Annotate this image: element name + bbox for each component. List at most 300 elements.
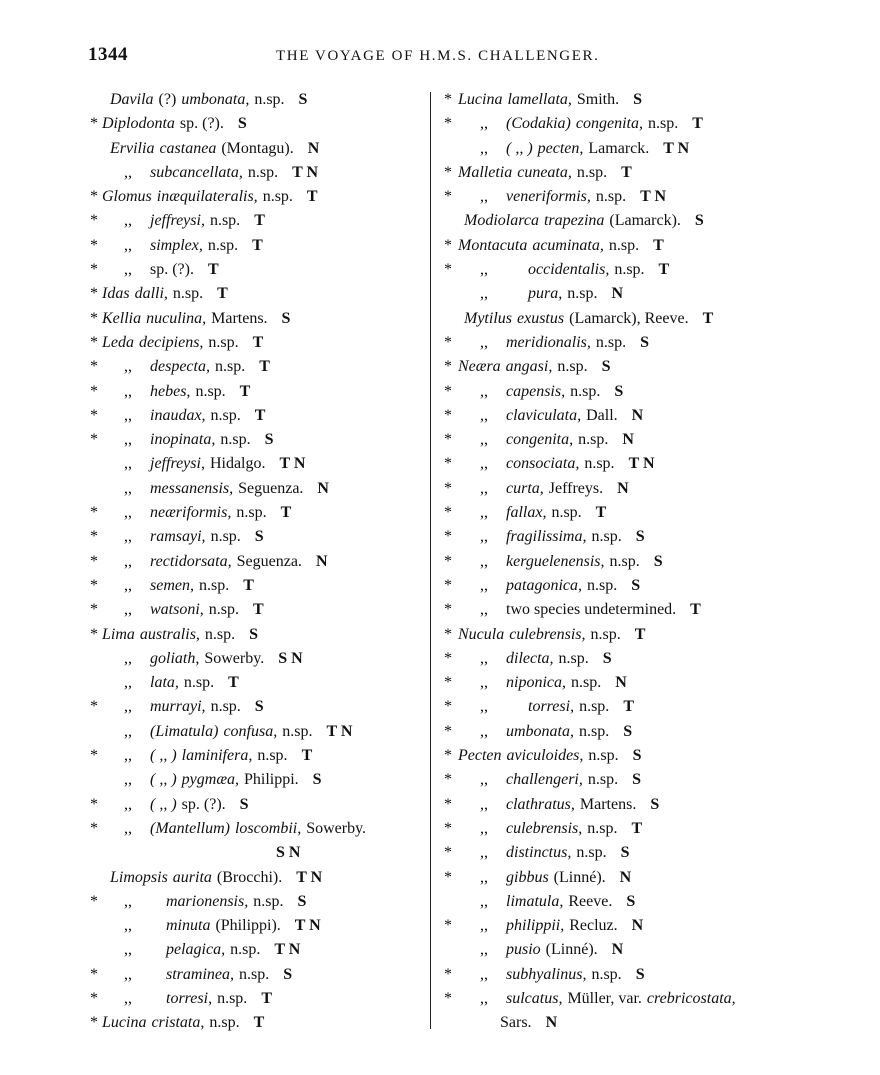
ditto-mark: ,, xyxy=(124,358,132,376)
station-code: S xyxy=(614,382,624,400)
ditto-mark: ,, xyxy=(480,771,488,789)
new-species-marker: * xyxy=(444,601,452,619)
genus-name: Glomus xyxy=(102,188,152,206)
authority: n.sp. xyxy=(588,747,619,765)
list-item xyxy=(90,695,428,719)
entry-text xyxy=(480,404,643,428)
authority: n.sp. xyxy=(210,528,241,546)
authority: n.sp. xyxy=(195,382,226,400)
species-name: cuneata, xyxy=(517,163,572,181)
station-code: T xyxy=(253,601,264,619)
entry-text xyxy=(480,768,641,792)
subgenus: (Mantellum) xyxy=(150,819,230,837)
authority: sp. (?). xyxy=(179,115,224,133)
new-species-marker: * xyxy=(444,479,452,497)
new-species-marker: * xyxy=(90,989,98,1007)
entry-text xyxy=(124,671,239,695)
station-code: S xyxy=(633,91,643,108)
list-item xyxy=(444,112,804,136)
authority: Martens. xyxy=(211,309,268,327)
species-name: limatula, xyxy=(506,892,564,910)
authority: n.sp. xyxy=(247,163,279,181)
ditto-mark: ,, xyxy=(124,989,132,1007)
genus-name: Lima xyxy=(102,625,135,643)
ditto-mark: ,, xyxy=(124,747,132,765)
entry-text xyxy=(500,1011,557,1035)
ditto-mark: ,, xyxy=(480,139,488,157)
station-code: N xyxy=(611,285,624,303)
ditto-mark: ,, xyxy=(124,698,132,716)
entry-text xyxy=(102,307,290,331)
entry-text xyxy=(458,744,642,768)
species-name: pusio xyxy=(506,941,541,959)
ditto-mark: ,, xyxy=(124,795,132,813)
new-species-marker: * xyxy=(444,382,452,400)
station-code: T xyxy=(692,115,703,133)
genus-name: Modiolarca xyxy=(464,212,539,230)
entry-text xyxy=(124,550,328,574)
entry-text xyxy=(124,428,273,452)
species-name: loscombii, xyxy=(234,819,302,837)
new-species-marker: * xyxy=(90,601,98,619)
authority: n.sp. xyxy=(608,236,640,254)
station-code: S xyxy=(601,358,611,376)
entry-text xyxy=(124,209,265,233)
list-item xyxy=(444,355,804,379)
species-name: messanensis, xyxy=(150,479,234,497)
station-code: T xyxy=(306,188,318,206)
ditto-mark: ,, xyxy=(124,528,132,546)
station-code: S xyxy=(237,115,247,133)
list-item xyxy=(90,768,428,792)
list-item xyxy=(444,234,804,258)
ditto-mark: ,, xyxy=(124,601,132,619)
list-item xyxy=(444,282,804,306)
entry-text xyxy=(480,550,663,574)
station-code: T N xyxy=(296,868,323,886)
genus-name: Idas xyxy=(102,285,130,303)
authority: n.sp. xyxy=(220,431,251,449)
species-name: claviculata, xyxy=(506,406,582,424)
entry-text xyxy=(124,793,249,817)
new-species-marker: * xyxy=(90,965,98,983)
species-name: fallax, xyxy=(506,504,547,522)
ditto-mark: ,, xyxy=(124,455,132,473)
list-item xyxy=(444,209,804,233)
new-species-marker: * xyxy=(444,406,452,424)
entry-text xyxy=(480,137,689,161)
authority: n.sp. xyxy=(578,431,609,449)
authority: n.sp. xyxy=(595,333,627,351)
new-species-marker: * xyxy=(444,188,452,206)
list-item xyxy=(90,525,428,549)
list-item xyxy=(444,525,804,549)
list-item xyxy=(444,623,804,647)
authority: n.sp. xyxy=(214,358,246,376)
new-species-marker: * xyxy=(444,965,452,983)
authority: n.sp. xyxy=(239,965,270,983)
species-name: lata, xyxy=(150,674,179,692)
station-code: S N xyxy=(276,844,301,862)
ditto-mark: ,, xyxy=(124,504,132,522)
authority: n.sp. xyxy=(210,406,241,424)
entry-text xyxy=(480,963,645,987)
list-item xyxy=(444,477,804,501)
ditto-mark: ,, xyxy=(124,212,132,230)
station-code: T xyxy=(252,236,263,254)
species-name: umbonata, xyxy=(506,722,574,740)
list-item xyxy=(444,550,804,574)
list-item xyxy=(444,331,804,355)
species-name: marionensis, xyxy=(166,892,249,910)
ditto-mark: ,, xyxy=(124,406,132,424)
species-name: simplex, xyxy=(150,236,203,254)
ditto-mark: ,, xyxy=(480,504,488,522)
ditto-mark: ,, xyxy=(124,382,132,400)
ditto-mark: ,, xyxy=(480,868,488,886)
new-species-marker: * xyxy=(90,236,98,254)
species-name: distinctus, xyxy=(506,844,572,862)
authority: n.sp. xyxy=(262,188,293,206)
species-name: clathratus, xyxy=(506,795,575,813)
authority: n.sp. xyxy=(210,698,241,716)
ditto-mark: ,, xyxy=(480,819,488,837)
species-name: patagonica, xyxy=(506,576,582,594)
entry-text xyxy=(124,744,312,768)
list-item xyxy=(444,744,804,768)
ditto-mark: ,, xyxy=(480,406,488,424)
list-item xyxy=(90,598,428,622)
genus-name: Mytilus xyxy=(464,309,512,327)
genus-name: Pecten xyxy=(458,747,502,765)
authority: n.sp. xyxy=(282,722,313,740)
list-item xyxy=(90,744,428,768)
ditto-mark: ,, xyxy=(124,261,132,279)
station-code: S xyxy=(297,892,307,910)
authority: n.sp. xyxy=(587,771,619,789)
station-code: T xyxy=(254,212,265,230)
species-name: sulcatus, xyxy=(506,989,563,1007)
new-species-marker: * xyxy=(90,892,98,910)
species-name: occidentalis, xyxy=(528,261,610,279)
new-species-marker: * xyxy=(90,115,98,133)
authority: Seguenza. xyxy=(236,552,302,570)
list-item xyxy=(90,209,428,233)
species-name: decipiens, xyxy=(139,333,204,351)
authority: Jeffreys. xyxy=(548,479,604,497)
new-species-marker: * xyxy=(90,285,98,303)
species-name: challengeri, xyxy=(506,771,583,789)
authority: n.sp. xyxy=(579,722,610,740)
authority: n.sp. xyxy=(576,844,607,862)
station-code: T xyxy=(259,358,270,376)
authority: n.sp. xyxy=(217,989,248,1007)
new-species-marker: * xyxy=(444,91,452,108)
species-name: cristata, xyxy=(151,1014,205,1032)
species-name: aurita xyxy=(172,868,212,886)
list-item xyxy=(444,137,804,161)
genus-name: Neæra xyxy=(458,358,501,376)
list-item xyxy=(90,671,428,695)
entry-text xyxy=(124,987,272,1011)
authority: n.sp. xyxy=(570,382,601,400)
list-item xyxy=(90,866,428,890)
ditto-mark: ,, xyxy=(480,528,488,546)
genus-name: Diplodonta xyxy=(102,115,175,133)
authority: n.sp. xyxy=(576,163,608,181)
column-divider xyxy=(430,92,431,1029)
entry-text xyxy=(102,112,247,136)
authority: n.sp. xyxy=(257,747,288,765)
list-item xyxy=(444,647,804,671)
authority: n.sp. xyxy=(595,188,627,206)
authority: n.sp. xyxy=(198,576,230,594)
species-name: australis, xyxy=(139,625,200,643)
authority: Müller, var. xyxy=(567,989,642,1007)
species-name: pelagica, xyxy=(166,941,226,959)
new-species-marker: * xyxy=(444,649,452,667)
list-item xyxy=(90,623,428,647)
authority: n.sp. xyxy=(236,504,267,522)
ditto-mark: ,, xyxy=(480,844,488,862)
station-code: T N xyxy=(294,917,321,935)
new-species-marker: * xyxy=(444,504,452,522)
station-code: T xyxy=(217,285,228,303)
list-item xyxy=(444,185,804,209)
station-code: S xyxy=(602,649,612,667)
ditto-mark: ,, xyxy=(124,236,132,254)
authority: Dall. xyxy=(586,406,618,424)
ditto-mark: ,, xyxy=(480,795,488,813)
entry-text xyxy=(124,841,300,865)
station-code: S xyxy=(635,528,645,546)
authority: (Linné). xyxy=(545,941,598,959)
authority: n.sp. xyxy=(209,212,241,230)
authority: n.sp. xyxy=(204,625,236,643)
new-species-marker: * xyxy=(444,868,452,886)
authority: n.sp. xyxy=(579,698,610,716)
variety-name: crebricostata, xyxy=(646,989,736,1007)
authority: Recluz. xyxy=(569,917,618,935)
station-code: N xyxy=(622,431,634,449)
station-code: S xyxy=(632,771,642,789)
new-species-marker: * xyxy=(444,698,452,716)
new-species-marker: * xyxy=(90,261,98,279)
authority: n.sp. xyxy=(647,115,679,133)
entry-text xyxy=(124,938,300,962)
authority: n.sp. xyxy=(591,528,622,546)
species-name: inopinata, xyxy=(150,431,216,449)
new-species-marker: * xyxy=(90,1014,98,1032)
entry-text xyxy=(480,890,635,914)
species-name: inaudax, xyxy=(150,406,206,424)
new-species-marker: * xyxy=(90,333,98,351)
list-item xyxy=(90,137,428,161)
list-item xyxy=(444,963,804,987)
new-species-marker: * xyxy=(444,844,452,862)
list-item xyxy=(444,841,804,865)
station-code: T xyxy=(631,819,643,837)
list-item xyxy=(90,890,428,914)
list-item xyxy=(444,866,804,890)
left-column xyxy=(90,88,428,1036)
authority: (Montagu). xyxy=(221,139,294,157)
species-name: rectidorsata, xyxy=(150,552,232,570)
entry-text xyxy=(480,647,612,671)
entry-text xyxy=(124,914,321,938)
species-name: curta, xyxy=(506,479,544,497)
new-species-marker: * xyxy=(444,261,452,279)
qualifier: (?) xyxy=(158,91,177,108)
list-item xyxy=(90,720,428,744)
entry-text xyxy=(480,841,629,865)
species-name: consociata, xyxy=(506,455,580,473)
subgenus: ( ,, ) xyxy=(506,139,533,157)
authority: Lamarck. xyxy=(588,139,650,157)
ditto-mark: ,, xyxy=(480,382,488,400)
station-code: S N xyxy=(278,649,303,667)
ditto-mark: ,, xyxy=(124,674,132,692)
entry-text xyxy=(124,963,292,987)
station-code: T N xyxy=(279,455,306,473)
genus-name: Montacuta xyxy=(458,236,528,254)
ditto-mark: ,, xyxy=(480,965,488,983)
ditto-mark: ,, xyxy=(480,431,488,449)
station-code: S xyxy=(620,844,630,862)
entry-text xyxy=(124,452,305,476)
running-title: THE VOYAGE OF H.M.S. CHALLENGER. xyxy=(276,48,600,64)
subgenus: ( ,, ) xyxy=(150,771,177,789)
station-code: T xyxy=(207,261,219,279)
list-item xyxy=(90,331,428,355)
authority: Reeve. xyxy=(568,892,613,910)
species-name: castanea xyxy=(159,139,217,157)
authority: n.sp. xyxy=(254,91,285,108)
list-item xyxy=(444,598,804,622)
species-name: torresi, xyxy=(528,698,575,716)
ditto-mark: ,, xyxy=(480,115,488,133)
entry-text xyxy=(480,695,634,719)
new-species-marker: * xyxy=(90,188,98,206)
genus-name: Lucina xyxy=(102,1014,147,1032)
species-name: fragilissima, xyxy=(506,528,587,546)
station-code: T xyxy=(280,504,292,522)
subgenus: ( ,, ) xyxy=(150,795,177,813)
station-code: S xyxy=(631,576,641,594)
station-code: S xyxy=(254,698,264,716)
authority: n.sp. xyxy=(591,965,622,983)
station-code: S xyxy=(254,528,264,546)
list-item xyxy=(444,1011,804,1035)
station-code: T N xyxy=(274,941,301,959)
ditto-mark: ,, xyxy=(124,771,132,789)
station-code: N xyxy=(617,479,629,497)
entry-text xyxy=(480,914,643,938)
entry-text xyxy=(124,477,329,501)
ditto-mark: ,, xyxy=(124,722,132,740)
list-item xyxy=(90,938,428,962)
new-species-marker: * xyxy=(444,747,452,765)
species-name: gibbus xyxy=(506,868,549,886)
species-name: lamellata, xyxy=(507,91,572,108)
authority: n.sp. xyxy=(587,819,618,837)
station-code: N xyxy=(317,479,329,497)
ditto-mark: ,, xyxy=(480,261,488,279)
station-code: T xyxy=(621,163,632,181)
entry-text xyxy=(458,88,642,112)
list-item xyxy=(90,963,428,987)
entry-text xyxy=(480,501,606,525)
new-species-marker: * xyxy=(444,576,452,594)
subgenus: (Codakia) xyxy=(506,115,571,133)
station-code: S xyxy=(283,965,293,983)
entry-text xyxy=(124,695,264,719)
new-species-marker: * xyxy=(90,819,98,837)
entry-text xyxy=(480,525,645,549)
ditto-mark: ,, xyxy=(124,552,132,570)
new-species-marker: * xyxy=(444,819,452,837)
new-species-marker: * xyxy=(444,236,452,254)
species-name: despecta, xyxy=(150,358,210,376)
genus-name: Leda xyxy=(102,333,134,351)
list-item xyxy=(90,477,428,501)
station-code: T N xyxy=(640,188,667,206)
genus-name: Kellia xyxy=(102,309,142,327)
list-item xyxy=(444,938,804,962)
station-code: N xyxy=(315,552,328,570)
ditto-mark: ,, xyxy=(480,601,488,619)
entry-text xyxy=(124,258,219,282)
ditto-mark: ,, xyxy=(124,917,132,935)
authority: n.sp. xyxy=(253,892,284,910)
list-item xyxy=(90,380,428,404)
species-name: culebrensis, xyxy=(509,625,586,643)
station-code: S xyxy=(640,333,650,351)
list-item xyxy=(90,88,428,112)
species-name: capensis, xyxy=(506,382,566,400)
species-name: torresi, xyxy=(166,989,213,1007)
station-code: N xyxy=(619,868,632,886)
authority: Hidalgo. xyxy=(209,455,266,473)
new-species-marker: * xyxy=(90,382,98,400)
new-species-marker: * xyxy=(444,358,452,376)
entry-text xyxy=(458,234,664,258)
new-species-marker: * xyxy=(444,115,452,133)
station-code: N xyxy=(611,941,624,959)
list-item xyxy=(90,404,428,428)
species-name: laminifera, xyxy=(181,747,253,765)
authority: Smith. xyxy=(576,91,620,108)
list-item xyxy=(444,817,804,841)
species-name: angasi, xyxy=(505,358,553,376)
list-item xyxy=(444,404,804,428)
list-item xyxy=(444,428,804,452)
subgenus: (Limatula) xyxy=(150,722,219,740)
entry-text xyxy=(480,793,659,817)
list-item xyxy=(444,987,804,1011)
authority: n.sp. xyxy=(558,649,589,667)
species-name: jeffreysi, xyxy=(150,455,205,473)
species-name: confusa, xyxy=(223,722,278,740)
list-item xyxy=(444,258,804,282)
authority: n.sp. xyxy=(551,504,582,522)
new-species-marker: * xyxy=(90,406,98,424)
authority: (Lamarck), Reeve. xyxy=(569,309,689,327)
authority: n.sp. xyxy=(208,333,239,351)
list-item xyxy=(444,890,804,914)
new-species-marker: * xyxy=(90,576,98,594)
species-name: pura, xyxy=(528,285,563,303)
